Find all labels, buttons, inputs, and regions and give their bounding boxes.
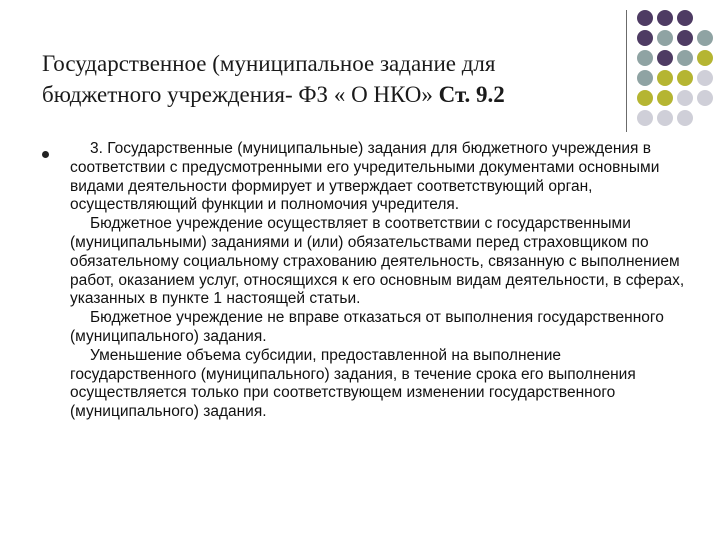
decorative-divider-line (626, 10, 627, 132)
decor-dot (637, 30, 653, 46)
paragraph: Уменьшение объема субсидии, предоставленной на выполнение государственного (муниципального) задания, в течение срока его выполнения осуществляется только при соответствующем изменении государственного (муниципального) задания. (70, 346, 636, 421)
decor-dot (697, 90, 713, 106)
decor-dot (637, 10, 653, 26)
decor-dot (697, 30, 713, 46)
decor-dot (657, 90, 673, 106)
decor-dot (657, 50, 673, 66)
decor-dot (677, 30, 693, 46)
body-text (70, 140, 690, 422)
slide-title (42, 48, 612, 110)
decor-dot (637, 90, 653, 106)
decor-dot (677, 110, 693, 126)
decor-dot (637, 110, 653, 126)
title-text: Государственное (муниципальное задание для бюджетного учреждения- ФЗ « О НКО» (42, 51, 496, 107)
decor-dot (657, 10, 673, 26)
decor-dot (657, 30, 673, 46)
bullet-marker (42, 151, 49, 158)
decor-dot (677, 10, 693, 26)
decor-dot (657, 70, 673, 86)
decor-dot (677, 50, 693, 66)
paragraph: 3. Государственные (муниципальные) задания для бюджетного учреждения в соответствии с предусмотренными его учредительными документами основными видами деятельности формирует и утверждает соответствующий орган, осуществляющий функции и полномочия учредителя. (70, 140, 660, 214)
paragraph: Бюджетное учреждение не вправе отказаться от выполнения государственного (муниципального) задания. (70, 309, 664, 345)
decor-dot (677, 90, 693, 106)
title-article-ref: Ст. 9.2 (438, 82, 505, 107)
decor-dot (637, 70, 653, 86)
decor-dot (657, 110, 673, 126)
decor-dot (697, 50, 713, 66)
decor-dot (677, 70, 693, 86)
decor-dot (637, 50, 653, 66)
decor-dot (697, 70, 713, 86)
paragraph: Бюджетное учреждение осуществляет в соответствии с государственными (муниципальными) заданиями и (или) обязательствами перед страховщиком по обязательному социальному страхованию деятельность, связанную с выполнением работ, оказанием услуг, относящихся к его основным видам деятельности, в сферах, указанных в пункте 1 настоящей статьи. (70, 215, 685, 308)
